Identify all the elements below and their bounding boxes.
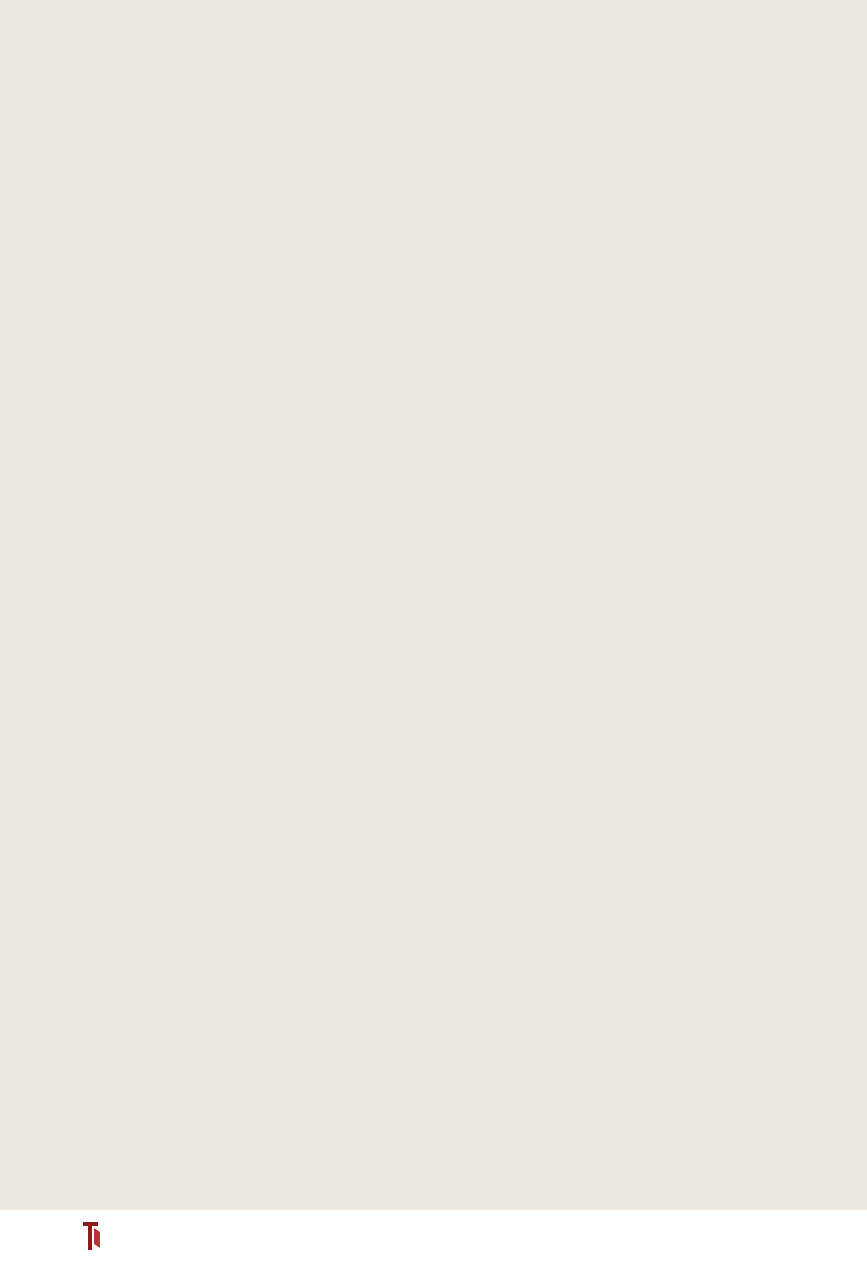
footer-bar	[0, 1210, 867, 1272]
university-logo-icon	[80, 1218, 102, 1252]
